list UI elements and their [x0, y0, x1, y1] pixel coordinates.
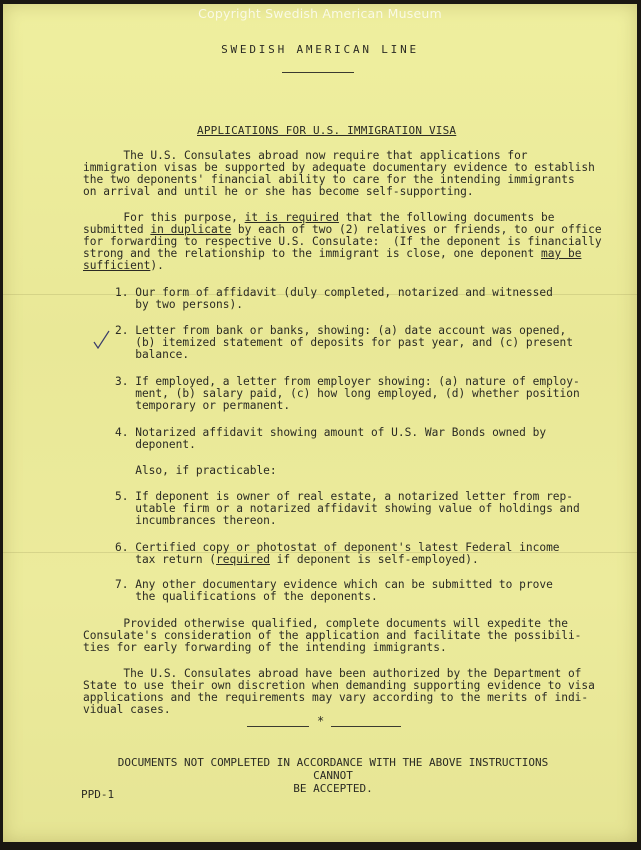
text-line: 1. Our form of affidavit (duly completed, notarized and witnessed: [115, 286, 553, 299]
text-line: deponent.: [115, 438, 196, 451]
text-run: ).: [150, 259, 164, 272]
page-title: APPLICATIONS FOR U.S. IMMIGRATION VISA: [197, 124, 457, 137]
company-header: SWEDISH AMERICAN LINE: [221, 43, 419, 56]
warning-footer: [103, 756, 563, 795]
text-line: (b) itemized statement of deposits for past year, and (c) present: [115, 336, 574, 349]
text-line: State to use their own discretion when demanding supporting evidence to visa: [83, 679, 595, 692]
header-rule: [282, 72, 354, 73]
text-line: applications and the requirements may vary according to the merits of indi-: [83, 691, 589, 704]
separator-star: *: [317, 714, 325, 728]
text-line: [83, 260, 164, 273]
text-line: BE ACCEPTED.: [293, 782, 373, 795]
text-line: for forwarding to respective U.S. Consulate: (If the deponent is financially: [83, 235, 602, 248]
watermark: Copyright Swedish American Museum: [198, 6, 442, 21]
text-line: incumbrances thereon.: [115, 514, 277, 527]
document-page: [3, 4, 637, 842]
text-line: utable firm or a notarized affidavit showing value of holdings and: [115, 502, 580, 515]
underlined-text: required: [216, 553, 270, 566]
text-line: The U.S. Consulates abroad have been authorized by the Department of: [83, 667, 582, 680]
text-run: submitted: [83, 223, 151, 236]
text-line: 5. If deponent is owner of real estate, a notarized letter from rep-: [115, 490, 574, 503]
text-line: by two persons).: [115, 298, 243, 311]
text-run: if deponent is self-employed).: [269, 553, 479, 566]
text-run: that the following documents be: [338, 211, 555, 224]
checkmark-icon: [93, 330, 111, 350]
text-run: tax return (: [115, 553, 217, 566]
text-line: 6. Certified copy or photostat of deponent's latest Federal income: [115, 541, 560, 554]
text-line: Provided otherwise qualified, complete documents will expedite the: [83, 617, 568, 630]
text-line: The U.S. Consulates abroad now require that applications for: [83, 149, 528, 162]
underlined-text: it is required: [244, 211, 339, 224]
text-line: 2. Letter from bank or banks, showing: (a) date account was opened,: [115, 324, 567, 337]
text-run: strong and the relationship to the immigrant is close, one deponent: [83, 247, 542, 260]
text-line: [115, 554, 479, 567]
text-line: Consulate's consideration of the application and facilitate the possibili-: [83, 629, 582, 642]
underlined-text: may be: [541, 247, 582, 260]
separator-rule-left: [247, 726, 309, 727]
also-label: Also, if practicable:: [115, 464, 277, 477]
text-line: DOCUMENTS NOT COMPLETED IN ACCORDANCE WITH THE ABOVE INSTRUCTIONS CANNOT: [117, 756, 549, 782]
text-line: immigration visas be supported by adequate documentary evidence to establish: [83, 161, 595, 174]
text-line: vidual cases.: [83, 703, 171, 716]
text-run: by each of two (2) relatives or friends, to our office: [231, 223, 602, 236]
text-line: on arrival and until he or she has become self-supporting.: [83, 185, 474, 198]
separator-rule-right: [331, 726, 401, 727]
text-run: For this purpose,: [83, 211, 245, 224]
text-line: balance.: [115, 348, 190, 361]
text-line: 7. Any other documentary evidence which can be submitted to prove: [115, 578, 553, 591]
text-line: ties for early forwarding of the intending immigrants.: [83, 641, 447, 654]
text-line: ment, (b) salary paid, (c) how long employed, (d) whether position: [115, 387, 580, 400]
underlined-text: in duplicate: [150, 223, 232, 236]
text-line: temporary or permanent.: [115, 399, 291, 412]
form-code: PPD-1: [81, 788, 115, 801]
text-line: the two deponents' financial ability to care for the intending immigrants: [83, 173, 575, 186]
text-line: 4. Notarized affidavit showing amount of U.S. War Bonds owned by: [115, 426, 547, 439]
text-line: 3. If employed, a letter from employer showing: (a) nature of employ-: [115, 375, 580, 388]
underlined-text: sufficient: [83, 259, 151, 272]
text-line: the qualifications of the deponents.: [115, 590, 378, 603]
